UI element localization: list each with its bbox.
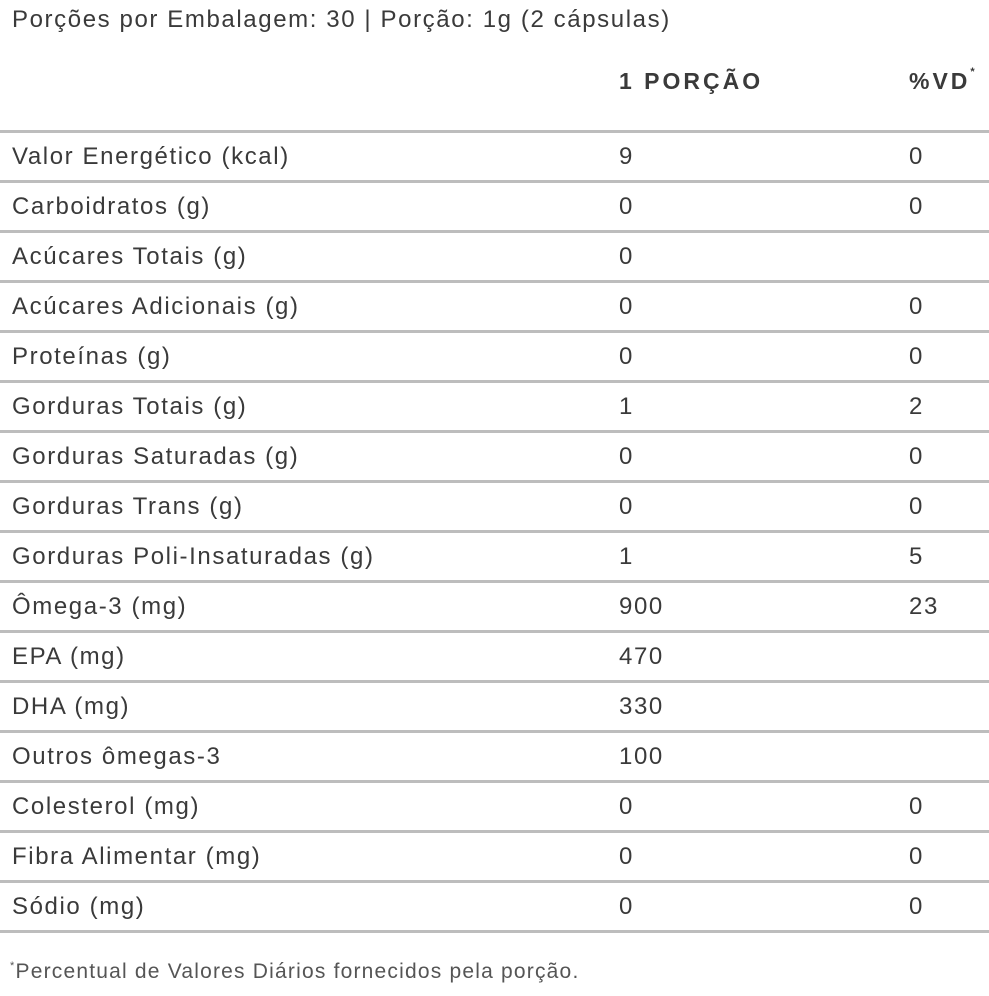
nutrient-name: Colesterol (mg) (12, 793, 201, 820)
table-row (0, 783, 989, 833)
nutrient-daily-value: 5 (909, 543, 924, 570)
footnote-marker: * (10, 960, 16, 972)
table-row (0, 583, 989, 633)
nutrient-name: DHA (mg) (12, 693, 131, 720)
nutrient-name: Ômega-3 (mg) (12, 593, 188, 620)
nutrient-amount: 0 (619, 343, 634, 370)
nutrient-amount: 0 (619, 293, 634, 320)
nutrient-amount: 900 (619, 593, 664, 620)
table-row (0, 533, 989, 583)
nutrient-amount: 9 (619, 143, 634, 170)
table-row (0, 383, 989, 433)
table-row (0, 833, 989, 883)
table-row (0, 333, 989, 383)
nutrient-name: Gorduras Saturadas (g) (12, 443, 300, 470)
nutrient-amount: 470 (619, 643, 664, 670)
nutrition-table (0, 133, 989, 933)
nutrient-name: Acúcares Adicionais (g) (12, 293, 300, 320)
nutrient-daily-value: 0 (909, 843, 924, 870)
nutrient-daily-value: 0 (909, 893, 924, 920)
daily-value-header-label: %VD (909, 68, 971, 94)
nutrient-name: Gorduras Poli-Insaturadas (g) (12, 543, 375, 570)
table-row (0, 183, 989, 233)
nutrient-daily-value: 0 (909, 443, 924, 470)
nutrient-name: Proteínas (g) (12, 343, 172, 370)
footnote-text: Percentual de Valores Diários fornecidos pela porção. (15, 960, 580, 983)
nutrient-daily-value: 2 (909, 393, 924, 420)
nutrient-daily-value: 0 (909, 343, 924, 370)
nutrient-amount: 0 (619, 793, 634, 820)
table-row (0, 883, 989, 933)
table-row (0, 733, 989, 783)
nutrient-name: Outros ômegas-3 (12, 743, 222, 770)
table-row (0, 133, 989, 183)
footnote (10, 960, 579, 984)
table-row (0, 433, 989, 483)
daily-value-header-marker: * (970, 66, 975, 78)
nutrient-daily-value: 0 (909, 293, 924, 320)
nutrient-amount: 1 (619, 393, 634, 420)
nutrient-amount: 0 (619, 493, 634, 520)
table-row (0, 683, 989, 733)
nutrient-amount: 0 (619, 193, 634, 220)
nutrient-name: Valor Energético (kcal) (12, 143, 290, 170)
nutrient-amount: 1 (619, 543, 634, 570)
nutrient-daily-value: 0 (909, 193, 924, 220)
nutrient-name: Carboidratos (g) (12, 193, 212, 220)
nutrient-amount: 0 (619, 843, 634, 870)
nutrient-name: Fibra Alimentar (mg) (12, 843, 262, 870)
nutrient-amount: 100 (619, 743, 664, 770)
table-row (0, 483, 989, 533)
table-row (0, 633, 989, 683)
daily-value-column-header (909, 68, 975, 95)
serving-info: Porções por Embalagem: 30 | Porção: 1g (2 cápsulas) (12, 6, 671, 33)
nutrient-daily-value: 0 (909, 493, 924, 520)
nutrient-daily-value: 0 (909, 143, 924, 170)
nutrient-amount: 0 (619, 443, 634, 470)
nutrient-name: Gorduras Totais (g) (12, 393, 248, 420)
table-row (0, 233, 989, 283)
nutrient-daily-value: 23 (909, 593, 939, 620)
table-row (0, 283, 989, 333)
nutrient-amount: 330 (619, 693, 664, 720)
nutrient-name: Sódio (mg) (12, 893, 146, 920)
nutrient-amount: 0 (619, 893, 634, 920)
nutrient-name: EPA (mg) (12, 643, 126, 670)
nutrient-amount: 0 (619, 243, 634, 270)
nutrient-name: Acúcares Totais (g) (12, 243, 248, 270)
nutrient-name: Gorduras Trans (g) (12, 493, 244, 520)
portion-column-header: 1 PORÇÃO (619, 68, 764, 94)
nutrient-daily-value: 0 (909, 793, 924, 820)
